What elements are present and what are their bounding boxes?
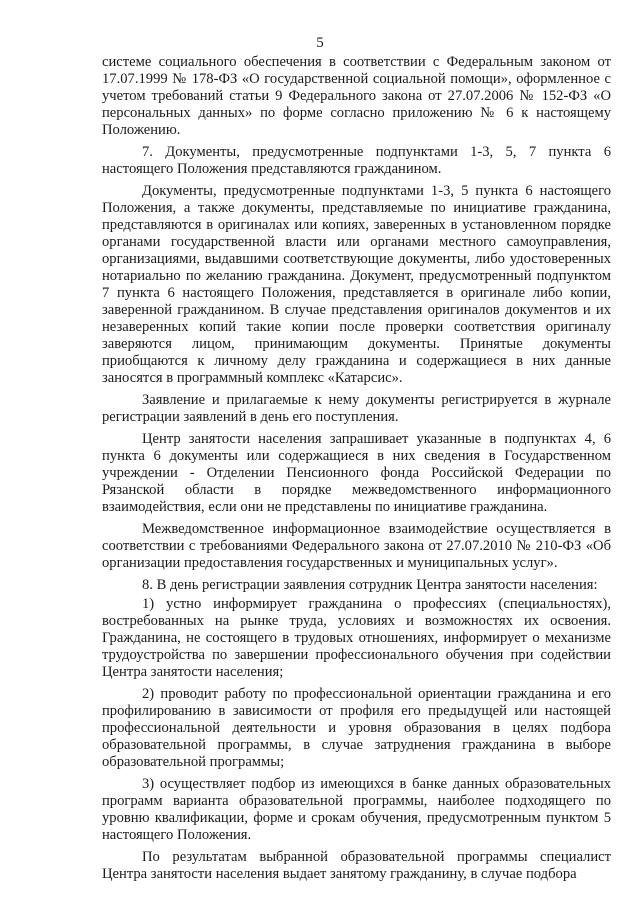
- paragraph-interaction: Межведомственное информационное взаимодействие осуществляется в соответствии с требованиями Федерального закона от 27.07.2010 № 210-ФЗ «Об организации предоставления государственных и муниципальных услуг».: [102, 521, 611, 571]
- document-body: [102, 54, 611, 888]
- paragraph-subitem-2: 2) проводит работу по профессиональной ориентации гражданина и его профилированию в зависимости от профиля его предыдущей или настоящей профессиональной деятельности и уровня образования в целях подбора образовательной программы, в случае затруднения гражданина в выборе образовательной программы;: [102, 686, 611, 770]
- paragraph-request: Центр занятости населения запрашивает указанные в подпунктах 4, 6 пункта 6 документы или содержащиеся в них сведения в Государственном учреждении - Отделении Пенсионного фонда Российской Федерации по Рязанской области в порядке межведомственного информационного взаимодействия, если они не представлены по инициативе гражданина.: [102, 431, 611, 515]
- paragraph-item-8: 8. В день регистрации заявления сотрудник Центра занятости населения:: [142, 577, 598, 593]
- paragraph-registration: Заявление и прилагаемые к нему документы регистрируется в журнале регистрации заявлений в день его поступления.: [102, 392, 611, 425]
- paragraph-subitem-1: 1) устно информирует гражданина о профессиях (специальностях), востребованных на рынке труда, условиях и возможностях их освоения. Гражданина, не состоящего в трудовых отношениях, информирует о механизме трудоустройства по завершении профессионального обучения при содействии Центра занятости населения;: [102, 596, 611, 680]
- paragraph-documents: Документы, предусмотренные подпунктами 1-3, 5 пункта 6 настоящего Положения, а также документы, представляемые по инициативе гражданина, представляются в оригиналах или копиях, заверенных в установленном порядке органами государственной власти или органами местного самоуправления, организациями, выдавшими соответствующие документы, либо удостоверенных нотариально по желанию гражданина. Документ, предусмотренный подпунктом 7 пункта 6 настоящего Положения, представляется в оригинале либо копии, заверенной гражданином. В случае представления оригиналов документов и их незаверенных копий такие копии после проверки соответствия оригиналу заверяются лицом, принимающим документы. Принятые документы приобщаются к личному делу гражданина и содержащиеся в них данные заносятся в программный комплекс «Катарсис».: [102, 183, 611, 386]
- paragraph-item-7: 7. Документы, предусмотренные подпунктами 1-3, 5, 7 пункта 6 настоящего Положения представляются гражданином.: [102, 144, 611, 177]
- paragraph-continuation: системе социального обеспечения в соответствии с Федеральным законом от 17.07.1999 № 178-ФЗ «О государственной социальной помощи», оформленное с учетом требований статьи 9 Федерального закона от 27.07.2006 № 152-ФЗ «О персональных данных» по форме согласно приложению № 6 к настоящему Положению.: [102, 54, 611, 138]
- page-number: 5: [316, 35, 324, 51]
- paragraph-results: По результатам выбранной образовательной программы специалист Центра занятости населения выдает занятому гражданину, в случае подбора: [102, 849, 611, 882]
- paragraph-subitem-3: 3) осуществляет подбор из имеющихся в банке данных образовательных программ варианта образовательной программы, наиболее подходящего по уровню квалификации, форме и срокам обучения, предусмотренным пунктом 5 настоящего Положения.: [102, 776, 611, 843]
